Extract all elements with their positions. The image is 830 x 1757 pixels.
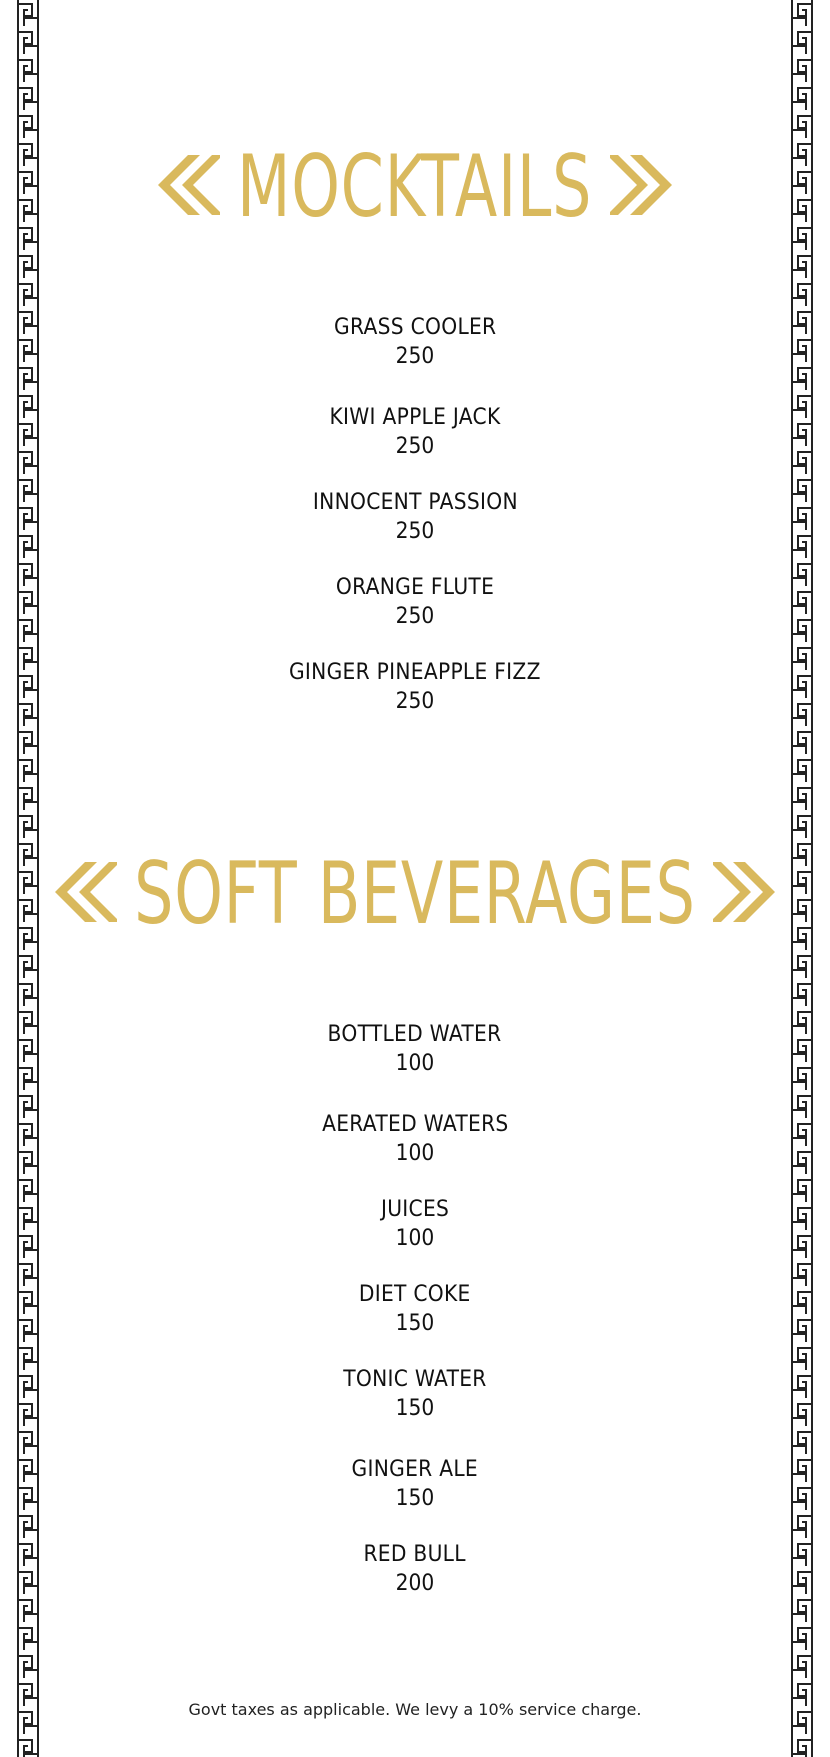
menu-item bbox=[0, 404, 830, 462]
item-name: ORANGE FLUTE bbox=[335, 575, 495, 600]
menu-item bbox=[0, 574, 830, 632]
menu-item bbox=[0, 1196, 830, 1254]
double-chevron-right-icon bbox=[713, 857, 783, 931]
item-price: 250 bbox=[395, 519, 435, 544]
item-price: 250 bbox=[395, 689, 435, 714]
section-title-mocktails bbox=[0, 137, 830, 237]
menu-item bbox=[0, 1281, 830, 1339]
menu-item bbox=[0, 314, 830, 372]
item-name: BOTTLED WATER bbox=[328, 1022, 502, 1047]
item-name: GINGER PINEAPPLE FIZZ bbox=[289, 660, 541, 685]
footer-note: Govt taxes as applicable. We levy a 10% service charge. bbox=[188, 1700, 642, 1719]
item-name: DIET COKE bbox=[359, 1282, 471, 1307]
menu-item bbox=[0, 659, 830, 717]
double-chevron-left-icon bbox=[150, 150, 220, 224]
item-price: 150 bbox=[395, 1311, 435, 1336]
item-price: 100 bbox=[395, 1141, 435, 1166]
item-name: INNOCENT PASSION bbox=[312, 490, 518, 515]
item-price: 250 bbox=[395, 344, 435, 369]
section-title-soft-beverages bbox=[0, 844, 830, 944]
item-name: TONIC WATER bbox=[343, 1367, 487, 1392]
menu-item bbox=[0, 1541, 830, 1599]
menu-item bbox=[0, 489, 830, 547]
menu-item bbox=[0, 1111, 830, 1169]
double-chevron-left-icon bbox=[47, 857, 117, 931]
item-price: 200 bbox=[395, 1571, 435, 1596]
section-title-text: SOFT BEVERAGES bbox=[134, 844, 696, 944]
item-name: GINGER ALE bbox=[351, 1457, 479, 1482]
item-name: JUICES bbox=[380, 1197, 450, 1222]
item-name: GRASS COOLER bbox=[333, 315, 497, 340]
menu-item bbox=[0, 1456, 830, 1514]
item-price: 100 bbox=[395, 1226, 435, 1251]
item-price: 250 bbox=[395, 434, 435, 459]
item-name: AERATED WATERS bbox=[321, 1112, 509, 1137]
item-name: KIWI APPLE JACK bbox=[329, 405, 501, 430]
item-name: RED BULL bbox=[363, 1542, 467, 1567]
item-price: 250 bbox=[395, 604, 435, 629]
section-title-text: MOCKTAILS bbox=[237, 137, 593, 237]
menu-item bbox=[0, 1366, 830, 1424]
item-price: 150 bbox=[395, 1396, 435, 1421]
item-price: 150 bbox=[395, 1486, 435, 1511]
double-chevron-right-icon bbox=[610, 150, 680, 224]
item-price: 100 bbox=[395, 1051, 435, 1076]
menu-item bbox=[0, 1021, 830, 1079]
